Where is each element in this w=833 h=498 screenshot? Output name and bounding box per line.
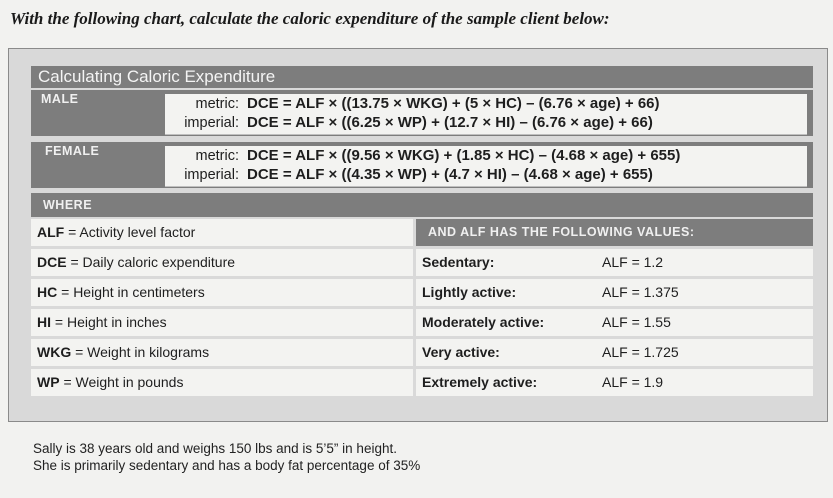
female-imperial-line [171,166,653,183]
definition-text: = Activity level factor [64,224,196,240]
definition-row [31,279,413,306]
male-imperial-formula: DCE = ALF × ((6.25 × WP) + (12.7 × HI) – (6.76 × age) + 66) [247,114,653,131]
alf-level: Sedentary: [422,254,495,270]
definition-abbr: WP [37,374,60,390]
male-imperial-line [171,114,653,131]
alf-value: ALF = 1.55 [602,314,671,330]
alf-level: Very active: [422,344,500,360]
female-imperial-formula: DCE = ALF × ((4.35 × WP) + (4.7 × HI) – (4.68 × age) + 655) [247,166,653,183]
male-imperial-unit: imperial: [184,115,239,131]
male-formula-card [165,94,807,135]
female-metric-line [171,147,680,164]
where-label: WHERE [31,193,813,217]
definition-row [31,249,413,276]
male-metric-unit: metric: [195,96,239,112]
female-formula-card [165,146,807,187]
alf-row [416,309,813,336]
definition-row [31,369,413,396]
male-metric-line [171,95,660,112]
definition-text: = Weight in kilograms [71,344,210,360]
alf-row [416,339,813,366]
definition-text: = Height in inches [51,314,167,330]
male-metric-formula: DCE = ALF × ((13.75 × WKG) + (5 × HC) – (6.76 × age) + 66) [247,95,660,112]
female-metric-unit: metric: [195,148,239,164]
definition-text: = Height in centimeters [57,284,205,300]
definition-row [31,339,413,366]
definition-text: = Weight in pounds [59,374,184,390]
definition-row [31,219,413,246]
alf-value: ALF = 1.2 [602,254,664,270]
female-formula-block [31,142,813,188]
definition-abbr: DCE [37,254,67,270]
sample-line-1: Sally is 38 years old and weighs 150 lbs and is 5’5” in height. [33,441,397,456]
sample-line-2: She is primarily sedentary and has a body fat percentage of 35% [33,458,421,473]
alf-value: ALF = 1.375 [602,284,679,300]
alf-level: Lightly active: [422,284,517,300]
female-label: FEMALE [45,144,100,158]
definition-abbr: ALF [37,224,65,240]
alf-value: ALF = 1.725 [602,344,679,360]
caloric-expenditure-chart [8,48,828,422]
alf-level: Moderately active: [422,314,545,330]
male-label: MALE [41,92,79,106]
alf-row [416,369,813,396]
female-metric-formula: DCE = ALF × ((9.56 × WKG) + (1.85 × HC) – (4.68 × age) + 655) [247,147,681,164]
alf-value: ALF = 1.9 [602,374,664,390]
female-imperial-unit: imperial: [184,167,239,183]
instruction-heading: With the following chart, calculate the caloric expenditure of the sample client below: [10,9,610,28]
definition-abbr: WKG [37,344,72,360]
definition-row [31,309,413,336]
alf-row [416,279,813,306]
definition-text: = Daily caloric expenditure [66,254,236,270]
alf-values-header: AND ALF HAS THE FOLLOWING VALUES: [416,219,813,246]
sample-client-description [33,440,420,474]
chart-title: Calculating Caloric Expenditure [31,66,813,88]
alf-row [416,249,813,276]
definition-abbr: HC [37,284,58,300]
alf-level: Extremely active: [422,374,538,390]
male-formula-block [31,90,813,136]
definition-abbr: HI [37,314,51,330]
